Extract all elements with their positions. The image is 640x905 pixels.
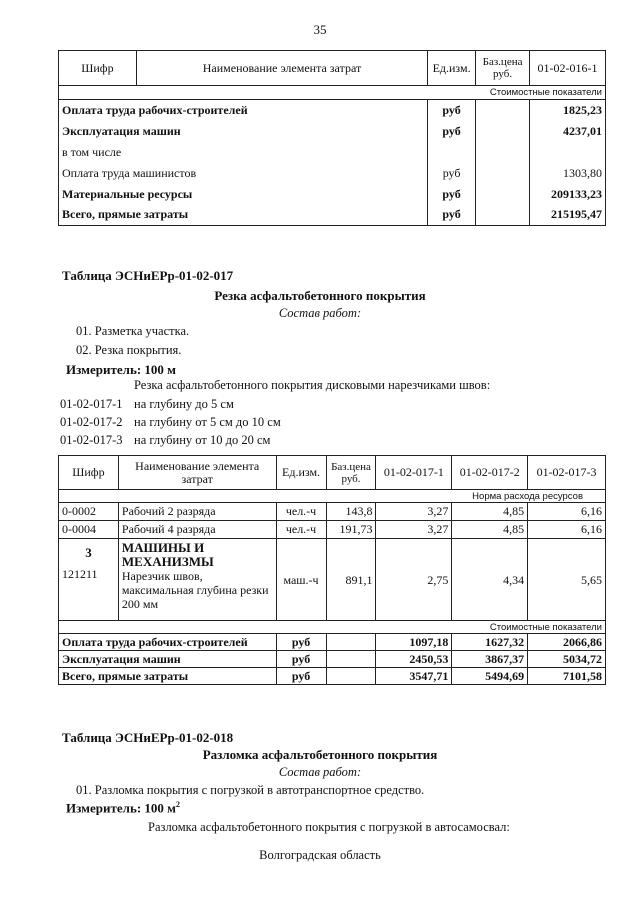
- measure-label: Измеритель: 100 м: [66, 362, 177, 377]
- row-name: Эксплуатация машин: [59, 121, 428, 142]
- table-row: [59, 142, 606, 163]
- group-title: МАШИНЫ И МЕХАНИЗМЫ: [121, 540, 214, 569]
- table-header-row: [59, 51, 606, 86]
- table-row: [59, 184, 606, 205]
- row-value: 3,27: [376, 521, 452, 539]
- row-unit: [428, 142, 476, 163]
- group-code: 3: [85, 545, 92, 560]
- measure-text: Измеритель: 100 м: [66, 800, 177, 816]
- row-value: 215195,47: [530, 205, 606, 226]
- table-header-row: [59, 456, 606, 490]
- row-name: Рабочий 4 разряда: [118, 521, 276, 539]
- row-value: 4237,01: [530, 121, 606, 142]
- work-step: 01. Разломка покрытия с погрузкой в автотранспортное средство.: [76, 783, 425, 797]
- section-row: [59, 490, 606, 503]
- item-text: на глубину от 10 до 20 см: [134, 433, 271, 447]
- header-price: Баз.цена руб.: [326, 456, 376, 490]
- row-value: 3,27: [376, 503, 452, 521]
- table-row: [59, 121, 606, 142]
- row-code: 0-0004: [59, 521, 119, 539]
- row-value: 5494,69: [452, 668, 528, 685]
- row-name: Оплата труда рабочих-строителей: [59, 100, 428, 121]
- table-row: [59, 651, 606, 668]
- row-price: 143,8: [326, 503, 376, 521]
- table-row: [59, 163, 606, 184]
- work-step: 02. Резка покрытия.: [76, 343, 182, 357]
- item-code: 01-02-017-1: [60, 397, 123, 411]
- row-value: 3867,37: [452, 651, 528, 668]
- row-unit: руб: [276, 668, 326, 685]
- header-code: Шифр: [59, 456, 119, 490]
- row-unit: руб: [428, 100, 476, 121]
- table-title: Таблица ЭСНиЕРр-01-02-018: [62, 730, 234, 745]
- row-value: 4,85: [452, 503, 528, 521]
- description: Резка асфальтобетонного покрытия дисковыми нарезчиками швов:: [134, 378, 491, 392]
- resource-table-01-02-017: [58, 455, 606, 685]
- header-norm-3: 01-02-017-3: [528, 456, 606, 490]
- row-unit: руб: [276, 651, 326, 668]
- section-row: [59, 86, 606, 100]
- header-name: Наименование элемента затрат: [136, 51, 427, 86]
- header-price: Баз.цена руб.: [476, 51, 530, 86]
- table-row: [59, 205, 606, 226]
- table-row: [59, 668, 606, 685]
- table-title: Таблица ЭСНиЕРр-01-02-017: [62, 268, 234, 283]
- row-price: 191,73: [326, 521, 376, 539]
- row-code: 121211: [62, 567, 98, 581]
- row-value: 6,16: [528, 521, 606, 539]
- row-unit: руб: [428, 205, 476, 226]
- header-code: Шифр: [59, 51, 137, 86]
- row-value: 4,85: [452, 521, 528, 539]
- row-value: 5034,72: [528, 651, 606, 668]
- measure-sup: 2: [176, 800, 181, 809]
- item-text: на глубину от 5 см до 10 см: [134, 415, 281, 429]
- row-value: 2066,86: [528, 634, 606, 651]
- row-unit: руб: [428, 121, 476, 142]
- header-norm-1: 01-02-017-1: [376, 456, 452, 490]
- measure-label: [66, 800, 180, 816]
- row-name: Нарезчик швов, максимальная глубина резки 200 мм: [121, 569, 269, 611]
- section-label: Норма расхода ресурсов: [59, 490, 606, 503]
- row-value: 4,34: [452, 539, 528, 621]
- header-name: Наименование элемента затрат: [118, 456, 276, 490]
- row-value: 2,75: [376, 539, 452, 621]
- section-label: Стоимостные показатели: [59, 621, 606, 634]
- item-code: 01-02-017-3: [60, 433, 123, 447]
- table-row: [59, 503, 606, 521]
- description: Разломка асфальтобетонного покрытия с погрузкой в автосамосвал:: [148, 820, 510, 834]
- row-unit: руб: [276, 634, 326, 651]
- row-name: Материальные ресурсы: [59, 184, 428, 205]
- row-value: 6,16: [528, 503, 606, 521]
- work-name: Разломка асфальтобетонного покрытия: [202, 747, 438, 762]
- row-value: 1303,80: [530, 163, 606, 184]
- row-value: 1825,23: [530, 100, 606, 121]
- row-value: 209133,23: [530, 184, 606, 205]
- row-unit: маш.-ч: [276, 539, 326, 621]
- row-value: 2450,53: [376, 651, 452, 668]
- row-name: в том числе: [59, 142, 428, 163]
- row-name: Оплата труда рабочих-строителей: [59, 634, 277, 651]
- row-name: Оплата труда машинистов: [59, 163, 428, 184]
- row-name: Эксплуатация машин: [59, 651, 277, 668]
- row-name: Всего, прямые затраты: [59, 205, 428, 226]
- header-unit: Ед.изм.: [428, 51, 476, 86]
- header-norm: 01-02-016-1: [530, 51, 606, 86]
- cost-table-01-02-016: [58, 50, 606, 226]
- row-value: 1097,18: [376, 634, 452, 651]
- row-price: 891,1: [326, 539, 376, 621]
- work-step: 01. Разметка участка.: [76, 324, 190, 338]
- row-name: Всего, прямые затраты: [59, 668, 277, 685]
- row-unit: руб: [428, 163, 476, 184]
- work-name: Резка асфальтобетонного покрытия: [214, 288, 426, 303]
- table-row: [59, 521, 606, 539]
- row-unit: чел.-ч: [276, 521, 326, 539]
- table-row: [59, 539, 606, 621]
- row-value: 5,65: [528, 539, 606, 621]
- composition-label: Состав работ:: [278, 306, 362, 320]
- row-unit: чел.-ч: [276, 503, 326, 521]
- region-label: Волгоградская область: [259, 848, 381, 862]
- composition-label: Состав работ:: [278, 765, 362, 779]
- header-unit: Ед.изм.: [276, 456, 326, 490]
- table-row: [59, 100, 606, 121]
- row-name: Рабочий 2 разряда: [118, 503, 276, 521]
- section-label: Стоимостные показатели: [59, 86, 606, 100]
- row-value: [530, 142, 606, 163]
- row-value: 1627,32: [452, 634, 528, 651]
- item-code: 01-02-017-2: [60, 415, 123, 429]
- item-text: на глубину до 5 см: [134, 397, 234, 411]
- row-code: 0-0002: [59, 503, 119, 521]
- section-row: [59, 621, 606, 634]
- header-norm-2: 01-02-017-2: [452, 456, 528, 490]
- page-number: 35: [313, 22, 327, 37]
- row-value: 7101,58: [528, 668, 606, 685]
- table-row: [59, 634, 606, 651]
- row-unit: руб: [428, 184, 476, 205]
- row-value: 3547,71: [376, 668, 452, 685]
